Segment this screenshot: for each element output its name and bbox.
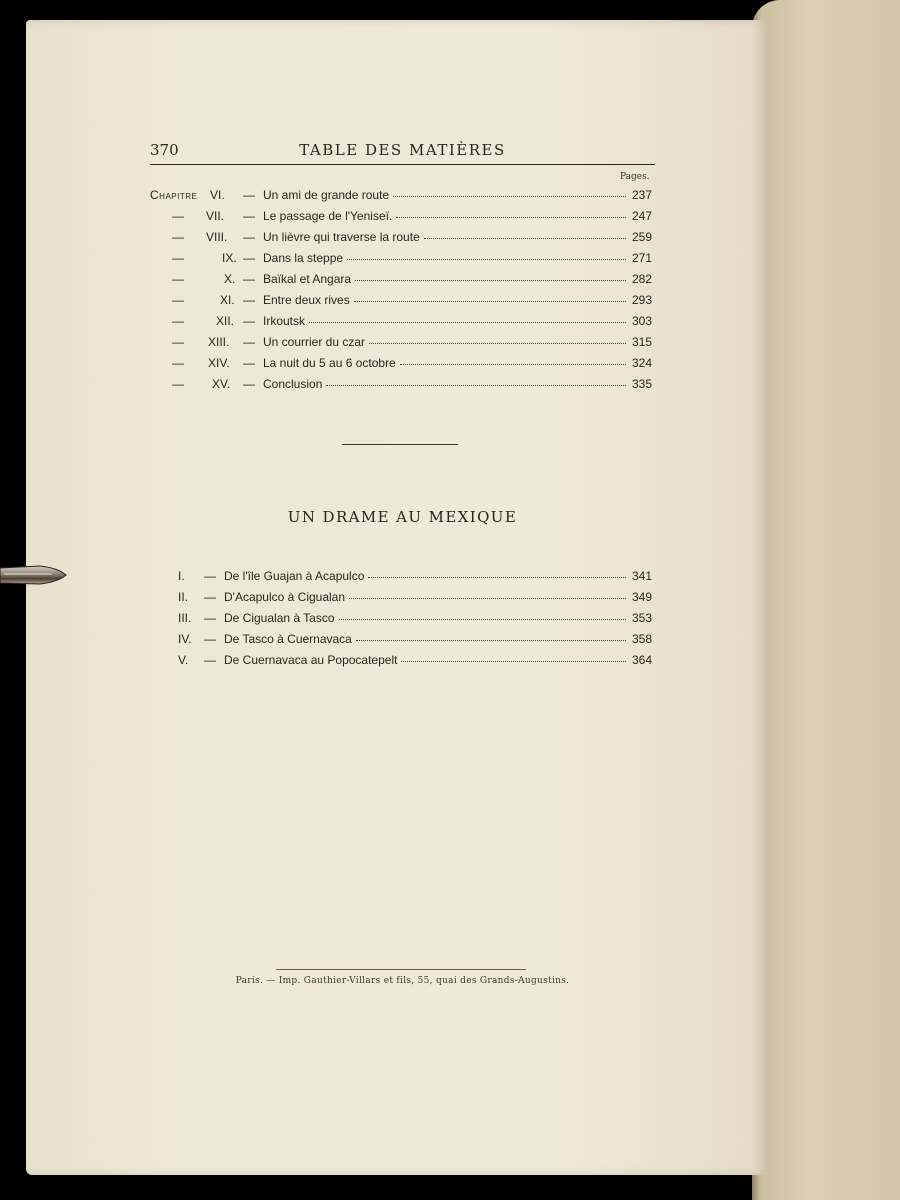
ditto-dash: —	[172, 272, 184, 286]
page-ref: 259	[631, 230, 652, 244]
dash: —	[243, 335, 255, 349]
section-divider	[342, 444, 458, 445]
dot-leader	[424, 238, 626, 239]
chapter-number: VIII.	[206, 230, 228, 244]
chapter-title: Conclusion	[263, 377, 323, 391]
dash: —	[204, 653, 216, 667]
chapter-title: Dans la steppe	[263, 251, 344, 265]
toc-entry	[150, 248, 655, 268]
chapter-number: VII.	[206, 209, 225, 223]
chapter-number: XI.	[220, 293, 235, 307]
ditto-dash: —	[172, 230, 184, 244]
pages-column-label: Pages.	[620, 172, 650, 182]
ditto-dash: —	[172, 377, 184, 391]
toc-entry	[150, 206, 655, 226]
footer-rule	[276, 969, 526, 970]
dash: —	[204, 611, 216, 625]
chapter-title: Entre deux rives	[263, 293, 350, 307]
chapter-number: VI.	[210, 188, 225, 202]
toc-entry	[150, 269, 655, 289]
chapter-number: XIII.	[208, 335, 230, 349]
chapter-number: III.	[178, 611, 192, 625]
section-title: UN DRAME AU MEXIQUE	[287, 508, 518, 526]
toc-entry	[178, 587, 655, 607]
ditto-dash: —	[172, 293, 184, 307]
dot-leader	[356, 640, 626, 641]
dot-leader	[339, 619, 626, 620]
chapter-title: De Cuernavaca au Popocatepelt	[224, 653, 398, 667]
chapter-title: De Tasco à Cuernavaca	[224, 632, 352, 646]
toc-entry	[150, 311, 655, 331]
dash: —	[243, 293, 255, 307]
running-title: TABLE DES MATIÈRES	[299, 141, 506, 159]
page-ref: 293	[631, 293, 652, 307]
page-ref: 282	[631, 272, 652, 286]
toc-entry	[178, 566, 655, 586]
toc-entry	[178, 629, 655, 649]
dash: —	[243, 251, 255, 265]
toc-entry	[150, 227, 655, 247]
dash: —	[204, 569, 216, 583]
page-ref: 237	[631, 188, 652, 202]
chapter-number: IX.	[222, 251, 237, 265]
chapter-prefix: Chapitre	[150, 188, 198, 202]
chapter-title: Un lièvre qui traverse la route	[263, 230, 420, 244]
chapter-number: I.	[178, 569, 185, 583]
chapter-title: Irkoutsk	[263, 314, 306, 328]
adjacent-page-edge	[752, 0, 900, 1200]
toc-entry	[178, 608, 655, 628]
dash: —	[243, 314, 255, 328]
dot-leader	[355, 280, 626, 281]
dot-leader	[347, 259, 626, 260]
dash: —	[204, 590, 216, 604]
toc-entry	[178, 650, 655, 670]
chapter-number: X.	[224, 272, 236, 286]
chapter-title: De l'île Guajan à Acapulco	[224, 569, 365, 583]
chapter-title: Un courrier du czar	[263, 335, 366, 349]
chapter-title: Baïkal et Angara	[263, 272, 352, 286]
page-ref: 271	[631, 251, 652, 265]
dash: —	[243, 356, 255, 370]
dot-leader	[309, 322, 626, 323]
page-ref: 364	[631, 653, 652, 667]
ditto-dash: —	[172, 356, 184, 370]
dot-leader	[349, 598, 626, 599]
chapter-number: XII.	[216, 314, 235, 328]
toc-entry	[150, 185, 655, 205]
chapter-title: D'Acapulco à Cigualan	[224, 590, 346, 604]
chapter-title: De Cigualan à Tasco	[224, 611, 335, 625]
chapter-title: Le passage de l'Yeniseï.	[263, 209, 393, 223]
toc-entry	[150, 332, 655, 352]
toc-entry	[150, 290, 655, 310]
dot-leader	[354, 301, 626, 302]
dot-leader	[326, 385, 626, 386]
page-ref: 341	[631, 569, 652, 583]
page-ref: 303	[631, 314, 652, 328]
chapter-title: Un ami de grande route	[263, 188, 390, 202]
dash: —	[243, 209, 255, 223]
chapter-number: XV.	[212, 377, 231, 391]
page-ref: 358	[631, 632, 652, 646]
dash: —	[204, 632, 216, 646]
ditto-dash: —	[172, 314, 184, 328]
chapter-title: La nuit du 5 au 6 octobre	[263, 356, 396, 370]
dash: —	[243, 377, 255, 391]
page-number: 370	[150, 141, 179, 159]
dash: —	[243, 188, 255, 202]
page-ref: 353	[631, 611, 652, 625]
chapter-number: II.	[178, 590, 189, 604]
dot-leader	[401, 661, 626, 662]
printer-imprint: Paris. — Imp. Gauthier-Villars et fils, 55, quai des Grands-Augustins.	[235, 976, 570, 986]
page-ref: 335	[631, 377, 652, 391]
metal-bookmark-clip	[0, 562, 68, 588]
dot-leader	[400, 364, 626, 365]
chapter-number: IV.	[178, 632, 192, 646]
chapter-number: V.	[178, 653, 189, 667]
toc-entry	[150, 374, 655, 394]
ditto-dash: —	[172, 209, 184, 223]
dash: —	[243, 272, 255, 286]
ditto-dash: —	[172, 335, 184, 349]
chapter-number: XIV.	[208, 356, 230, 370]
page-ref: 247	[631, 209, 652, 223]
dot-leader	[368, 577, 626, 578]
ditto-dash: —	[172, 251, 184, 265]
page-ref: 315	[631, 335, 652, 349]
page-header	[150, 138, 655, 165]
page-ref: 349	[631, 590, 652, 604]
toc-entry	[150, 353, 655, 373]
page-ref: 324	[631, 356, 652, 370]
dot-leader	[393, 196, 626, 197]
dot-leader	[369, 343, 626, 344]
dash: —	[243, 230, 255, 244]
dot-leader	[396, 217, 626, 218]
